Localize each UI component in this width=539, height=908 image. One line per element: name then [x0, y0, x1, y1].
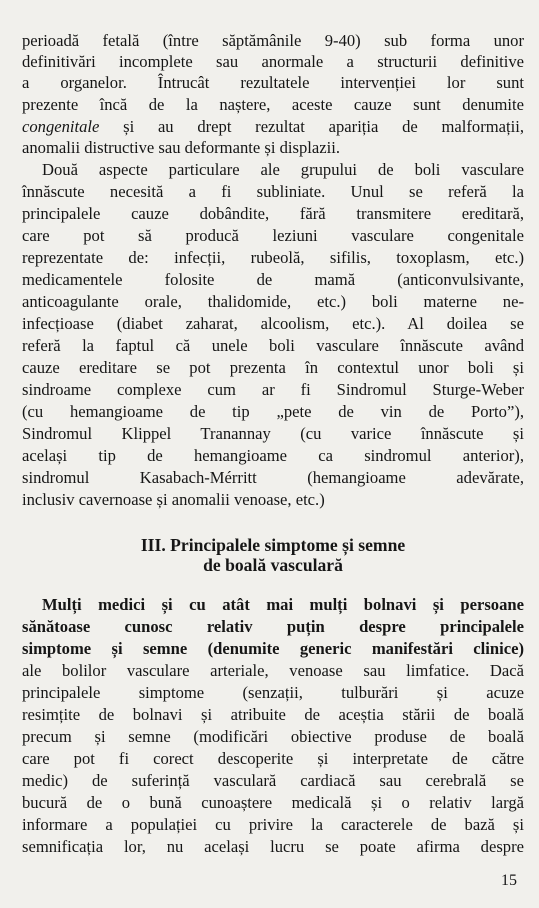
text-line: congenitale și au drept rezultat apariția de malformații, — [22, 117, 524, 136]
text-line: principalele cauze dobândite, fără transmitere ereditară, — [22, 204, 524, 223]
section-heading-line: de boală vasculară — [203, 555, 343, 575]
text-line: Două aspecte particulare ale grupului de boli vasculare — [42, 160, 524, 179]
text-line: sindroame complexe cum ar fi Sindromul Sturge-Weber — [22, 380, 524, 399]
text-line: același tip de hemangioame ca sindromul anterior), — [22, 446, 524, 465]
text-line: cauze ereditare se pot prezenta în contextul unor boli și — [22, 358, 524, 377]
text-line: referă la faptul că unele boli vasculare înnăscute având — [22, 336, 524, 355]
text-line: care pot fi corect descoperite și interpretate de către — [22, 749, 524, 768]
page-number: 15 — [501, 872, 517, 889]
text-line: precum și semne (modificări obiective produse de boală — [22, 727, 524, 746]
text-line: Mulți medici și cu atât mai mulți bolnavi și persoane — [42, 595, 524, 614]
text-line: prezente încă de la naștere, aceste cauze sunt denumite — [22, 95, 524, 114]
text-line: ale bolilor vasculare arteriale, venoase sau limfatice. Dacă — [22, 661, 524, 680]
text-line: sindromul Kasabach-Mérritt (hemangioame adevărate, — [22, 468, 524, 487]
text-line: care pot să producă leziuni vasculare congenitale — [22, 226, 524, 245]
text-line: informare a populației cu privire la caracterele de bază și — [22, 815, 524, 834]
text-line: anomalii distructive sau deformante și displazii. — [22, 138, 340, 157]
section-heading-line: III. Principalele simptome și semne — [140, 535, 406, 555]
text-line: medic) de suferință vasculară cardiacă sau cerebrală se — [22, 771, 524, 790]
text-line: resimțite de bolnavi și atribuite de aceștia stării de boală — [22, 705, 524, 724]
text-line: inclusiv cavernoase și anomalii venoase, etc.) — [22, 490, 325, 509]
text-line: (cu hemangioame de tip „pete de vin de Porto”), — [22, 402, 524, 421]
text-line: definitivări incomplete sau anormale a structurii definitive — [22, 52, 524, 71]
text-line: sănătoase cunosc relativ puțin despre principalele — [22, 617, 524, 636]
text-line: medicamentele folosite de mamă (anticonvulsivante, — [22, 270, 524, 289]
text-line: înnăscute necesită a fi subliniate. Unul se referă la — [22, 182, 524, 201]
text-line: semnificația lor, nu același lucru se poate afirma despre — [22, 837, 524, 856]
text-line: simptome și semne (denumite generic manifestări clinice) — [22, 639, 524, 658]
text-line: bucură de o bună cunoaștere medicală și o relativ largă — [22, 793, 524, 812]
text-line: reprezentate de: infecții, rubeolă, sifilis, toxoplasm, etc.) — [22, 248, 524, 267]
text-line: Sindromul Klippel Tranannay (cu varice înnăscute și — [22, 424, 524, 443]
text-line: a organelor. Întrucât rezultatele intervenției lor sunt — [22, 73, 524, 92]
text-line: principalele simptome (senzații, tulburări și acuze — [22, 683, 524, 702]
section-heading — [22, 535, 524, 575]
text-line: infecțioase (diabet zaharat, alcoolism, etc.). Al doilea se — [22, 314, 524, 333]
text-line: anticoagulante orale, thalidomide, etc.) boli materne ne- — [22, 292, 524, 311]
text-line: perioadă fetală (între săptămânile 9-40) sub forma unor — [22, 31, 524, 50]
